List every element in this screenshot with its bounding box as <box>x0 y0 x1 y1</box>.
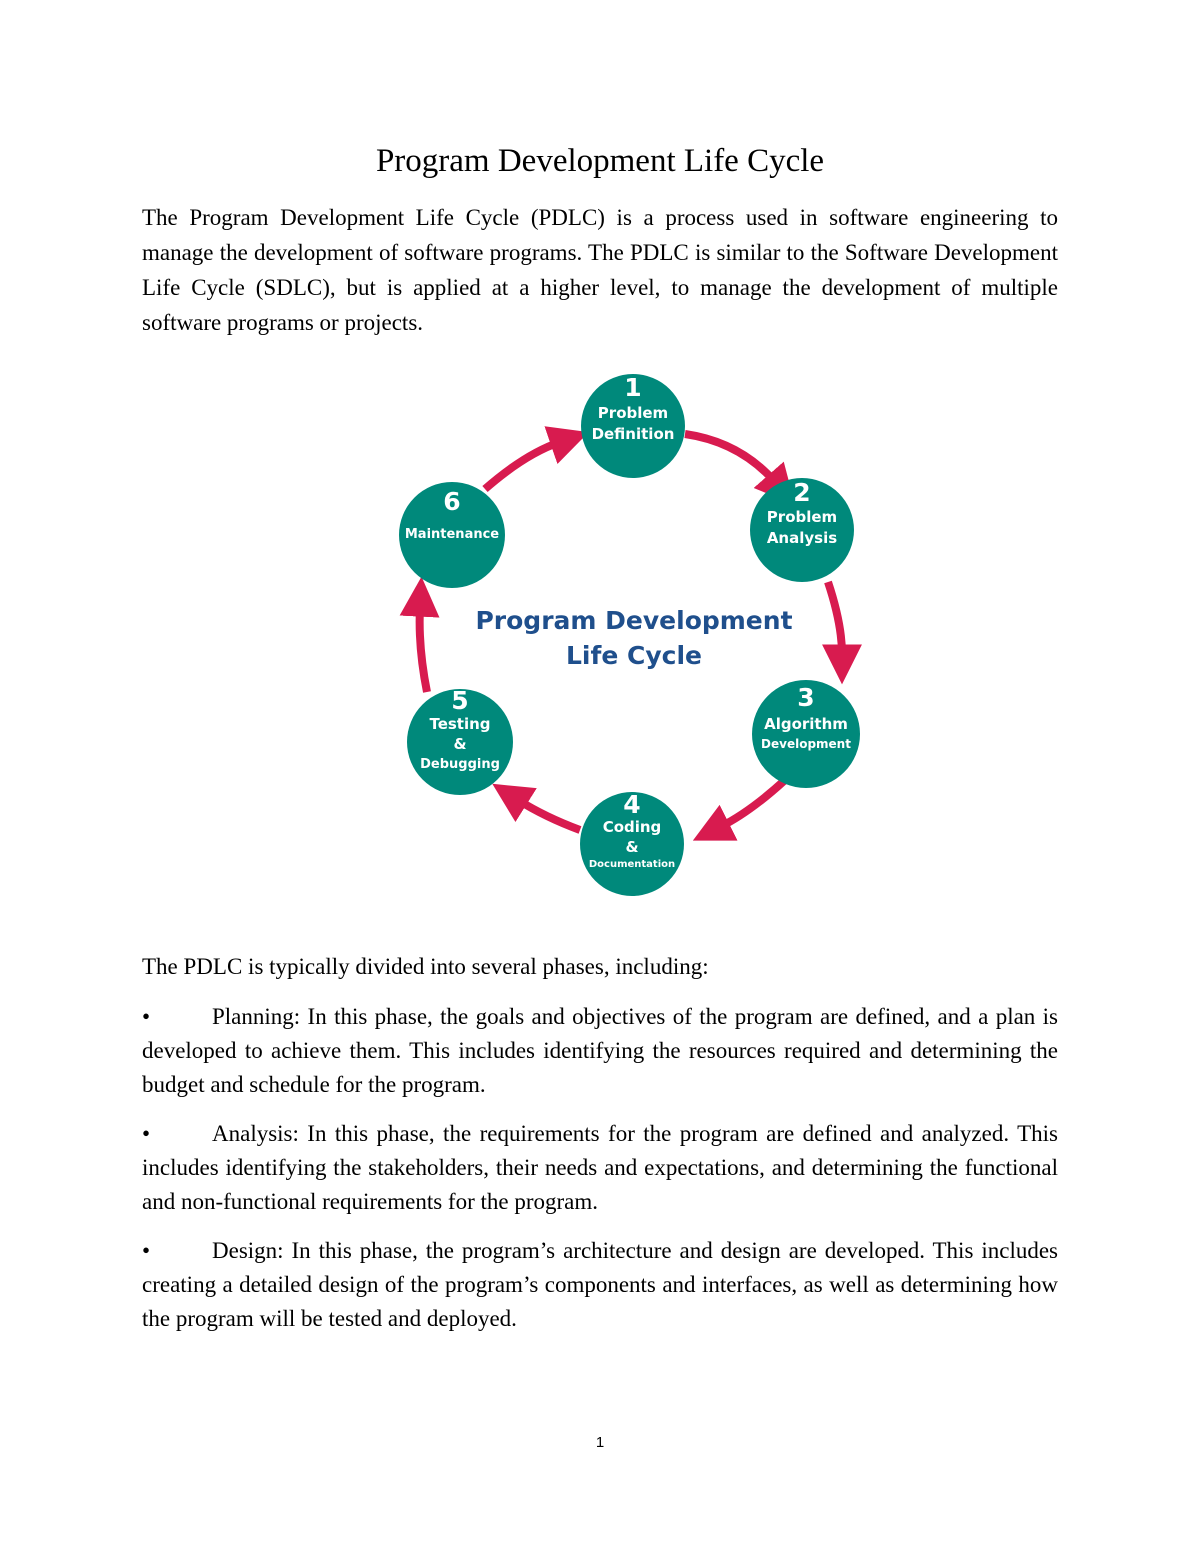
phase-text: Analysis: In this phase, the requirements for the program are defined and analyzed. This includes identifying the stakeholders, their needs and expectations, and determining the functional and non-functional requirements for the program. <box>142 1121 1058 1214</box>
step-2-problem-analysis <box>750 478 854 582</box>
arrow-5-to-6 <box>420 607 427 692</box>
step-5-label-line-1: Testing <box>429 715 491 733</box>
bullet-mark: • <box>142 1121 151 1146</box>
step-1-label-line-2: Definition <box>591 425 675 443</box>
arrow-4-to-5 <box>518 800 580 830</box>
step-3-number: 3 <box>797 683 815 712</box>
bullet-mark: • <box>142 1004 151 1029</box>
phase-text: Design: In this phase, the program’s architecture and design are developed. This includes creating a detailed design of the program’s components and interfaces, as well as determining how the program will be tested and deployed. <box>142 1238 1058 1331</box>
step-4-label-line-2: & <box>625 838 639 856</box>
page-title: Program Development Life Cycle <box>375 143 825 179</box>
bullet-mark: • <box>142 1238 151 1263</box>
arrow-2-to-3 <box>828 582 842 654</box>
step-2-number: 2 <box>793 478 811 507</box>
phase-item-design <box>142 1234 1058 1336</box>
step-6-number: 6 <box>443 487 461 516</box>
step-3-algorithm-development <box>752 680 860 788</box>
step-5-label-line-2: & <box>453 735 467 753</box>
step-3-label-line-1: Algorithm <box>764 715 848 733</box>
step-4-coding-documentation <box>580 790 684 896</box>
pdlc-cycle-svg <box>380 362 880 902</box>
diagram-center-title-line-2: Life Cycle <box>565 641 703 670</box>
phase-text: Planning: In this phase, the goals and objectives of the program are defined, and a plan is developed to achieve them. This includes identifying the resources required and determining the budget and schedule for the program. <box>142 1004 1058 1097</box>
arrow-6-to-1 <box>485 442 560 489</box>
pdlc-cycle-diagram <box>380 362 880 902</box>
step-2-label-line-2: Analysis <box>766 529 838 547</box>
step-5-number: 5 <box>451 686 469 715</box>
step-6-maintenance <box>399 482 505 588</box>
phase-item-planning <box>142 1000 1058 1102</box>
step-4-number: 4 <box>623 790 641 819</box>
diagram-center-title-line-1: Program Development <box>475 606 793 635</box>
phase-item-analysis <box>142 1117 1058 1219</box>
step-4-label-line-3: Documentation <box>588 859 676 870</box>
arrow-3-to-4 <box>720 780 785 827</box>
step-5-label-line-3: Debugging <box>420 757 500 772</box>
step-1-number: 1 <box>624 373 642 402</box>
step-2-label-line-1: Problem <box>766 508 838 526</box>
page-number: 1 <box>595 1434 605 1451</box>
step-3-label-line-2: Development <box>761 737 851 751</box>
arrow-1-to-2 <box>685 434 775 482</box>
step-5-testing-debugging <box>407 686 513 795</box>
step-6-label-line-1: Maintenance <box>404 527 500 542</box>
step-1-problem-definition <box>581 373 685 478</box>
intro-paragraph: The Program Development Life Cycle (PDLC) is a process used in software engineering to manage the development of software programs. The PDLC is similar to the Software Development Life Cycle (SDLC), but is applied at a higher level, to manage the development of multiple software programs or projects. <box>142 205 1058 335</box>
phases-intro: The PDLC is typically divided into several phases, including: <box>142 954 709 979</box>
step-4-label-line-1: Coding <box>602 818 662 836</box>
step-1-label-line-1: Problem <box>597 404 669 422</box>
